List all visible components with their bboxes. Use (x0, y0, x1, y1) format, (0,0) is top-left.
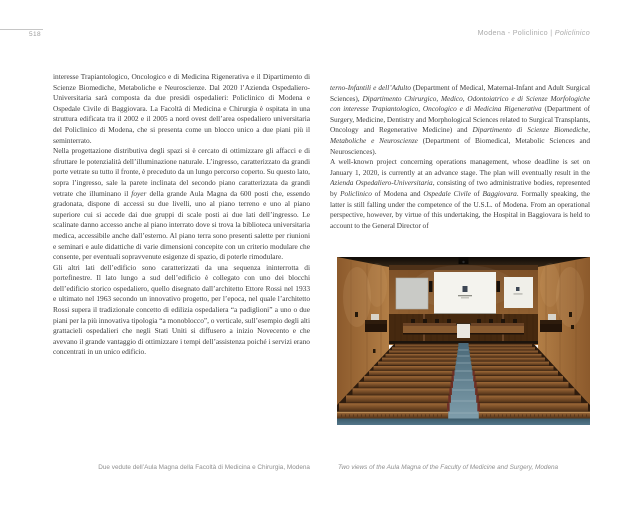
paragraph: A well-known project concerning operations management, whose deadline is set on January 1, 2020, is currently at an advance stage. The plan will eventually result in the Azienda Ospedaliero-Universitaria, consisting of two administrative bodies, represented by Policlinico of Modena and Ospedale Civile of Baggiovara. Formally speaking, the latter is still falling under the competence of the U.S.L. of Modena. From an operational perspective, however, by virtue of this undertaking, the Hospital in Baggiovara is held to account to the General Director of (330, 157, 590, 230)
caption-english: Two views of the Aula Magna of the Faculty of Medicine and Surgery, Modena (338, 464, 559, 471)
caption-italian: Due vedute dell’Aula Magna della Facoltà di Medicina e Chirurgia, Modena (98, 464, 310, 471)
running-header (478, 28, 590, 37)
projection-screen-right (504, 277, 533, 308)
folio-rule (0, 29, 43, 30)
paragraph: Gli altri lati dell’edificio sono caratterizzati da una sequenza ininterrotta di portefinestre. Il lato lungo a sud dell’edificio è collegato con uno dei blocchi dell’edificio storico ospedaliero, quello disegnato dall’architetto Ettore Rossi nel 1933 e ultimato nel 1963 secondo un innovativo progetto, per l’epoca, nel quale l’architetto Rossi supera il tradizionale concetto di edilizia ospedaliera “a padiglioni” a uno o due piani per la più innovativa tipologia “a monoblocco”, o verticale, sull’esempio degli alti grattacieli ospedalieri che negli Stati Uniti si diffusero a inizio Novecento e che avevano il grande vantaggio di ottimizzare i tempi dell’assistenza poiché i servizi erano concentrati in un unico edificio. (53, 262, 310, 357)
italian-column (53, 72, 310, 432)
paragraph: terno-Infantili e dell’Adulto (Department of Medical, Maternal-Infant and Adult Surgical Sciences), Dipartimento Chirurgico, Medico, Odontoiatrico e di Scienze Morfologiche con interesse Trapiantologico, Oncologico e di Medicina Rigenerativa (Department of Surgery, Medicine, Dentistry and Morphological Sciences related to Surgical Transplants, Oncology and Regenerative Medicine) and Dipartimento di Scienze Biomediche, Metaboliche e Neuroscienze (Department of Biomedical, Metabolic Sciences and Neurosciences). (330, 83, 590, 156)
aula-magna-photo (337, 257, 590, 425)
running-header-building: Policlinico (554, 28, 590, 37)
projection-screen-center (434, 272, 496, 314)
paragraph: Nella progettazione distributiva degli spazi si è cercato di ottimizzare gli affacci e di sfruttare le potenzialità dell’illuminazione naturale. L’ingresso, caratterizzato da grandi porte vetrate su tutto il fronte, è preceduto da un lungo percorso coperto. Su questo lato, sopra l’ingresso, sale la parete inclinata del secondo piano caratterizzata da grandi vetrate che illuminano il foyer della grande Aula Magna da 600 posti che, essendo gradonata, dispone di accessi su due livelli, uno al piano terreno e uno al piano superiore cui si accede dai due gruppi di scale posti ai due lati dell’ingresso. Le scalinate danno accesso anche al piano interrato dove si trova la biblioteca universitaria medica, accessibile anche dall’esterno. Al piano terra sono presenti salette per riunioni e seminari e aule didattiche di varie dimensioni concepite con un criterio modulare che consente, per eventuali sopravvenute esigenze di spazio, di poterle rimodulare. (53, 146, 310, 262)
rear-floor (337, 419, 590, 426)
running-header-location: Modena - Policlinico (477, 28, 548, 37)
paragraph: interesse Trapiantologico, Oncologico e di Medicina Rigenerativa e il Dipartimento di Scienze Biomediche, Metaboliche e Neuroscienze. Dal 2020 l’Azienda Ospedaliero-Universitaria sarà composta da due presidi ospedalieri: Policlinico di Modena e Ospedale Civile di Baggiovara. La Facoltà di Medicina e Chirurgia è ospitata in una struttura edificata tra il 2002 e il 2005 a nord ovest dell’area ospedaliero universitaria del Policlinico di Modena, che si presenta come un blocco unico a due piani più il seminterrato. (53, 72, 310, 145)
aula-magna-photo-graphic (337, 257, 590, 425)
whiteboard-left (396, 278, 428, 309)
page-number: 518 (28, 31, 41, 38)
ceiling-projector (459, 257, 469, 264)
english-column (330, 83, 590, 259)
lectern-center (456, 323, 471, 338)
running-header-separator: | (547, 28, 555, 37)
